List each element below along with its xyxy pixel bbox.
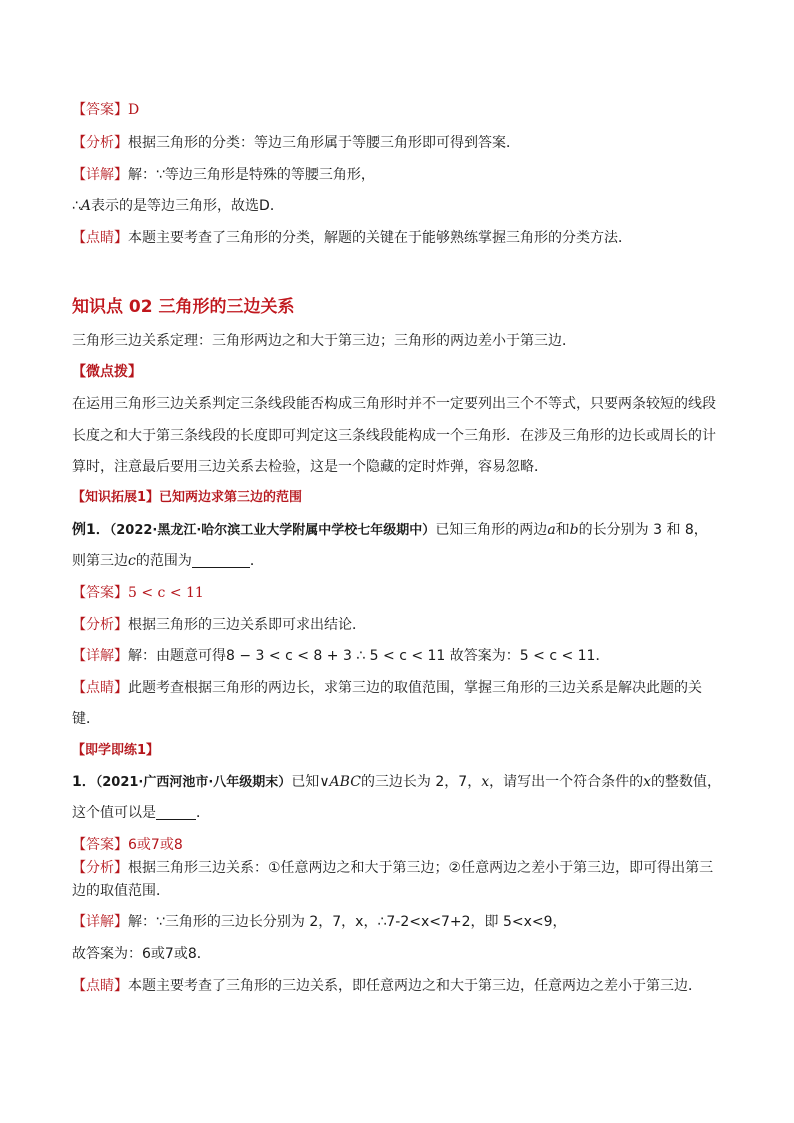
example1-line2-suffix: 的范围为 — [135, 553, 192, 569]
ext1-title: 已知两边求第三边的范围 — [159, 490, 303, 505]
micro-line-3 — [72, 457, 732, 477]
ext1-tag: 【知识拓展1】 — [72, 490, 160, 505]
theorem-text: 三角形三边关系定理：三角形两边之和大于第三边；三角形的两边差小于第三边． — [72, 333, 576, 349]
practice1-line-1 — [72, 772, 732, 793]
var-b: b — [569, 522, 579, 538]
example1-line2-prefix: 则第三边 — [72, 553, 128, 569]
micro-text-2: 长度之和大于第三条线段的长度即可判定这三条线段能构成一个三角形．在涉及三角形的边长或周长的计 — [72, 428, 716, 444]
example1-label: 例1． — [72, 522, 110, 538]
practice1-tag: 【即学即练1】 — [72, 743, 160, 758]
example1-line2-end: ． — [249, 553, 264, 569]
answer-blank — [156, 805, 196, 820]
answer-tag: 【答案】 — [72, 837, 128, 853]
detail-tag: 【详解】 — [72, 648, 128, 664]
practice1-analysis-2: 边的取值范围． — [72, 883, 170, 899]
answer-value: D — [128, 102, 140, 118]
detail-text-2: 表示的是等边三角形，故选D． — [91, 198, 284, 214]
practice1-detail-2: 故答案为：6或7或8． — [72, 946, 211, 962]
practice1-text-c: ，请写出一个符合条件的 — [489, 774, 644, 790]
micro-line-1 — [72, 394, 732, 414]
answer-blank — [192, 553, 250, 568]
example1-text-b: 的长分别为 3 和 8， — [578, 522, 708, 538]
example1-answer-line — [72, 583, 732, 603]
therefore-symbol: ∴ — [72, 198, 81, 214]
micro-tip-label — [72, 362, 732, 382]
analysis-text: 根据三角形的分类：等边三角形属于等腰三角形即可得到答案． — [128, 135, 520, 151]
example1-and: 和 — [555, 522, 570, 538]
detail-text: 解：∵等边三角形是特殊的等腰三角形， — [128, 167, 375, 183]
practice1-detail-line-2 — [72, 944, 732, 964]
comment-text: 本题主要考查了三角形的分类，解题的关键在于能够熟练掌握三角形的分类方法． — [128, 230, 632, 246]
practice1-comment: 本题主要考查了三角形的三边关系，即任意两边之和大于第三边，任意两边之差小于第三边． — [128, 978, 702, 994]
practice1-line2-end: ． — [196, 805, 210, 821]
example1-analysis: 根据三角形的三边关系即可求出结论． — [128, 617, 366, 633]
micro-text-1: 在运用三角形三边关系判定三条线段能否构成三角形时并不一定要列出三个不等式，只要两条较短的线段 — [72, 396, 716, 412]
example1-line-1 — [72, 520, 732, 541]
practice1-comment-line — [72, 976, 732, 996]
practice1-source: （2021·广西河池市·八年级期末） — [95, 775, 292, 790]
detail-tag: 【详解】 — [72, 914, 128, 930]
practice1-text-b: 的三边长为 2，7， — [360, 774, 482, 790]
analysis-line — [72, 133, 732, 153]
micro-text-3: 算时，注意最后要用三边关系去检验，这是一个隐藏的定时炸弹，容易忽略． — [72, 459, 548, 475]
analysis-tag: 【分析】 — [72, 135, 128, 151]
practice1-text-a: 已知 — [291, 774, 320, 790]
example1-text-a: 已知三角形的两边 — [435, 522, 548, 538]
practice1-heading — [72, 741, 732, 761]
example1-comment-line-2 — [72, 709, 732, 729]
var-x: x — [481, 774, 490, 790]
practice1-line2: 这个值可以是 — [72, 805, 156, 821]
practice1-answer: 6或7或8 — [128, 837, 183, 853]
detail-line — [72, 165, 732, 185]
example1-line-2 — [72, 551, 732, 571]
practice1-label: 1． — [72, 774, 96, 790]
example1-detail: 解：由题意可得8 − 3 < c < 8 + 3 ∴ 5 < c < 11 故答案为：5 < c < 11． — [128, 648, 610, 664]
answer-tag: 【答案】 — [72, 585, 128, 601]
comment-line — [72, 228, 732, 248]
comment-tag: 【点睛】 — [72, 680, 128, 696]
practice1-line-2 — [72, 803, 732, 823]
example1-answer: 5 < c < 11 — [128, 585, 204, 601]
detail-tag: 【详解】 — [72, 167, 128, 183]
analysis-tag: 【分析】 — [72, 617, 128, 633]
answer-line — [72, 100, 732, 120]
analysis-tag: 【分析】 — [72, 860, 128, 876]
micro-line-2 — [72, 426, 732, 446]
answer-tag: 【答案】 — [72, 102, 128, 118]
example1-analysis-line — [72, 615, 732, 635]
micro-tag: 【微点拨】 — [72, 364, 142, 380]
practice1-analysis-line — [72, 858, 732, 878]
triangle-abc: ∨ABC — [319, 774, 361, 790]
var-a: A — [80, 198, 92, 214]
comment-tag: 【点睛】 — [72, 230, 128, 246]
example1-source: （2022·黑龙江·哈尔滨工业大学附属中学校七年级期中） — [109, 523, 436, 538]
practice1-detail-line — [72, 912, 732, 932]
theorem-line — [72, 331, 732, 351]
practice1-text-d: 的整数值， — [651, 774, 722, 790]
var-x-2: x — [643, 774, 652, 790]
var-a-lower: a — [547, 522, 556, 538]
ext1-heading — [72, 488, 732, 508]
practice1-detail-1: 解：∵三角形的三边长分别为 2，7，x，∴7-2<x<7+2，即 5<x<9， — [128, 914, 567, 930]
practice1-answer-line — [72, 835, 732, 855]
section-heading: 知识点 02 三角形的三边关系 — [72, 297, 295, 317]
practice1-analysis-1: 根据三角形三边关系：①任意两边之和大于第三边；②任意两边之差小于第三边，即可得出第三 — [128, 860, 714, 876]
example1-comment-2: 键． — [72, 711, 100, 727]
example1-detail-line — [72, 646, 732, 666]
example1-comment-line — [72, 678, 732, 698]
var-c: c — [128, 553, 136, 569]
practice1-analysis-line-2 — [72, 881, 732, 901]
comment-tag: 【点睛】 — [72, 978, 128, 994]
detail-line-2 — [72, 196, 732, 216]
example1-comment-1: 此题考查根据三角形的两边长，求第三边的取值范围，掌握三角形的三边关系是解决此题的关 — [128, 680, 702, 696]
